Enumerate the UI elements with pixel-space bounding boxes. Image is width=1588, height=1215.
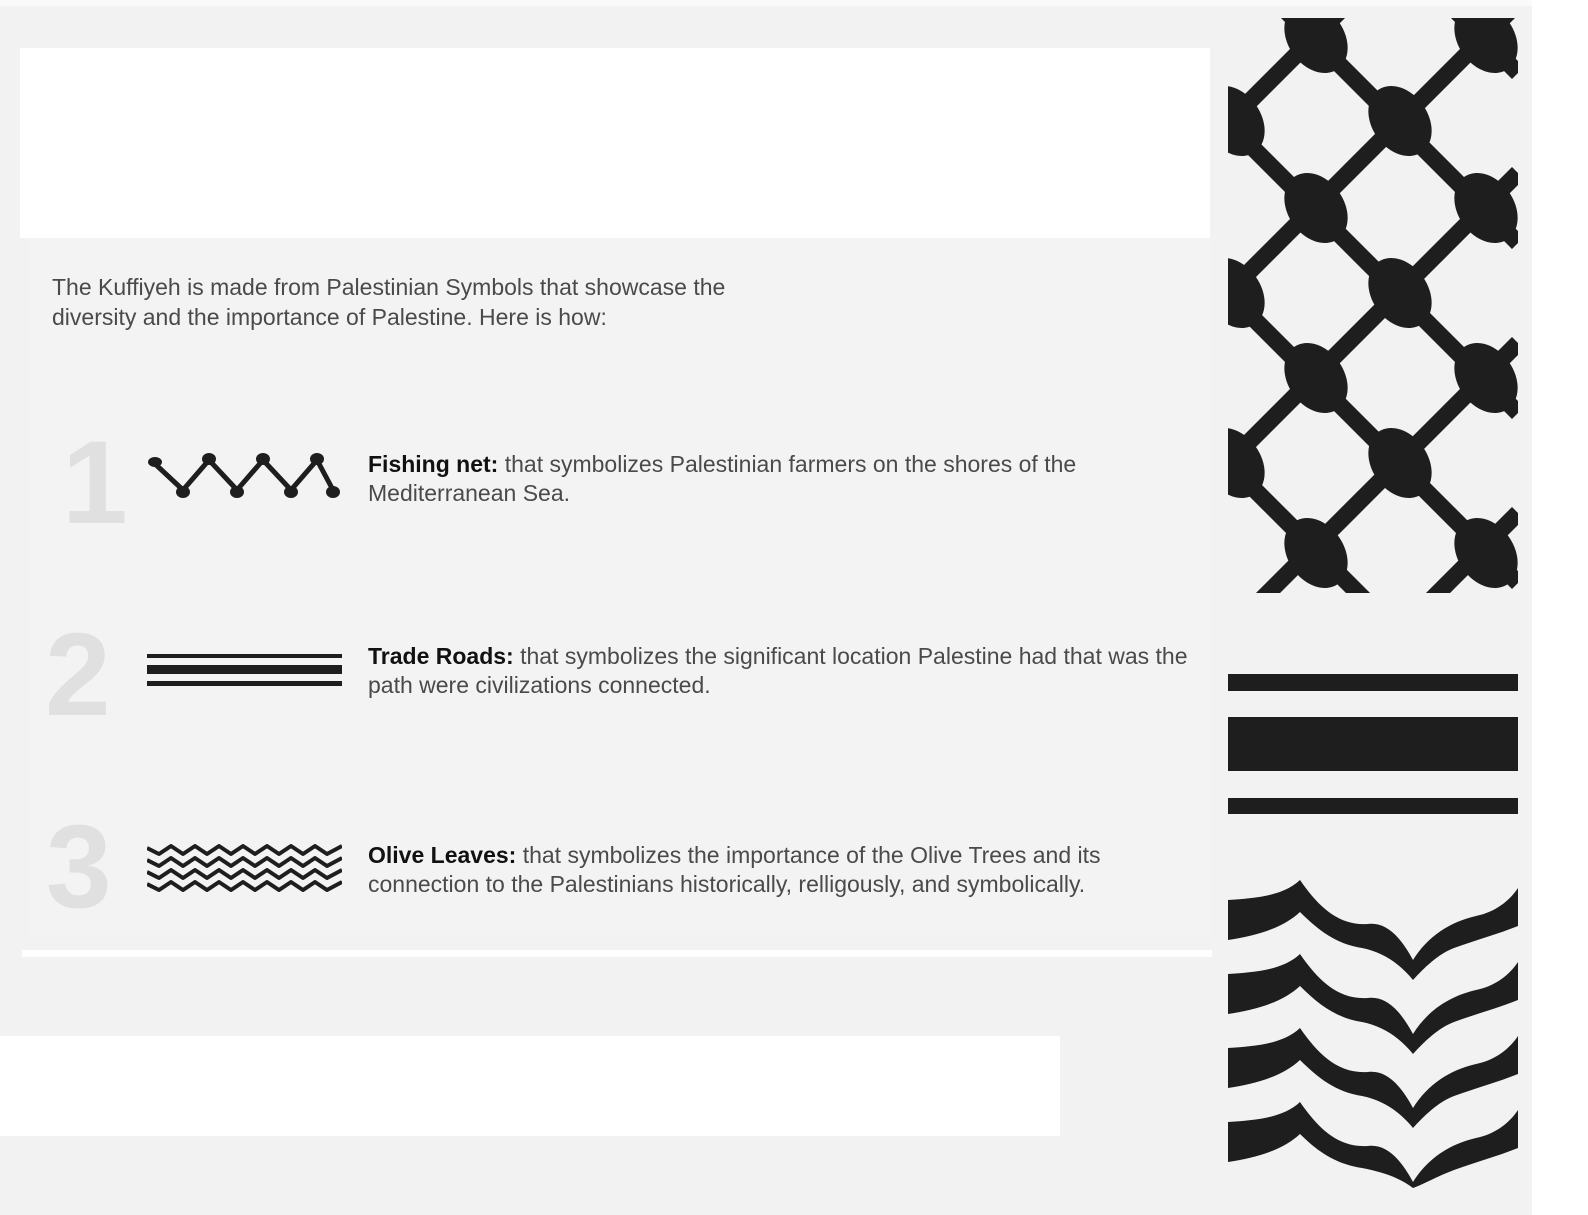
symbol-title-2: Trade Roads:: [368, 643, 514, 669]
symbol-number-3: 3: [46, 801, 112, 933]
footer-blank-area: [0, 1036, 1060, 1136]
fishing-net-icon: [145, 450, 343, 505]
symbol-text-1: that symbolizes Palestinian farmers on the shores of the Mediterranean Sea.: [368, 451, 1077, 506]
trade-roads-pattern: [1228, 672, 1518, 817]
symbol-description-2: [368, 642, 1213, 700]
symbol-title-3: Olive Leaves:: [368, 842, 517, 868]
header-blank-area: [20, 48, 1210, 238]
symbol-number-2: 2: [45, 609, 111, 741]
symbol-text-3: that symbolizes the importance of the Olive Trees and its connection to the Palestinians historically, relligously, and symbolically.: [368, 842, 1101, 897]
symbol-description-3: [368, 841, 1208, 899]
right-frame: [1532, 0, 1588, 1215]
olive-leaves-icon: [147, 842, 342, 892]
symbol-title-1: Fishing net:: [368, 451, 499, 477]
content-panel: [30, 238, 1210, 938]
trade-roads-icon: [147, 652, 342, 690]
intro-line-2: diversity and the importance of Palestine. Here is how:: [52, 304, 607, 330]
fishing-net-pattern: [1228, 18, 1518, 593]
top-frame: [0, 0, 1588, 6]
symbol-number-1: 1: [62, 417, 128, 549]
symbol-description-1: [368, 450, 1213, 508]
divider: [22, 950, 1212, 957]
intro-text: [52, 272, 892, 332]
intro-line-1: The Kuffiyeh is made from Palestinian Symbols that showcase the: [52, 274, 726, 300]
olive-leaves-pattern: [1228, 878, 1518, 1188]
symbol-text-2: that symbolizes the significant location Palestine had that was the path were civilizations connected.: [368, 643, 1188, 698]
